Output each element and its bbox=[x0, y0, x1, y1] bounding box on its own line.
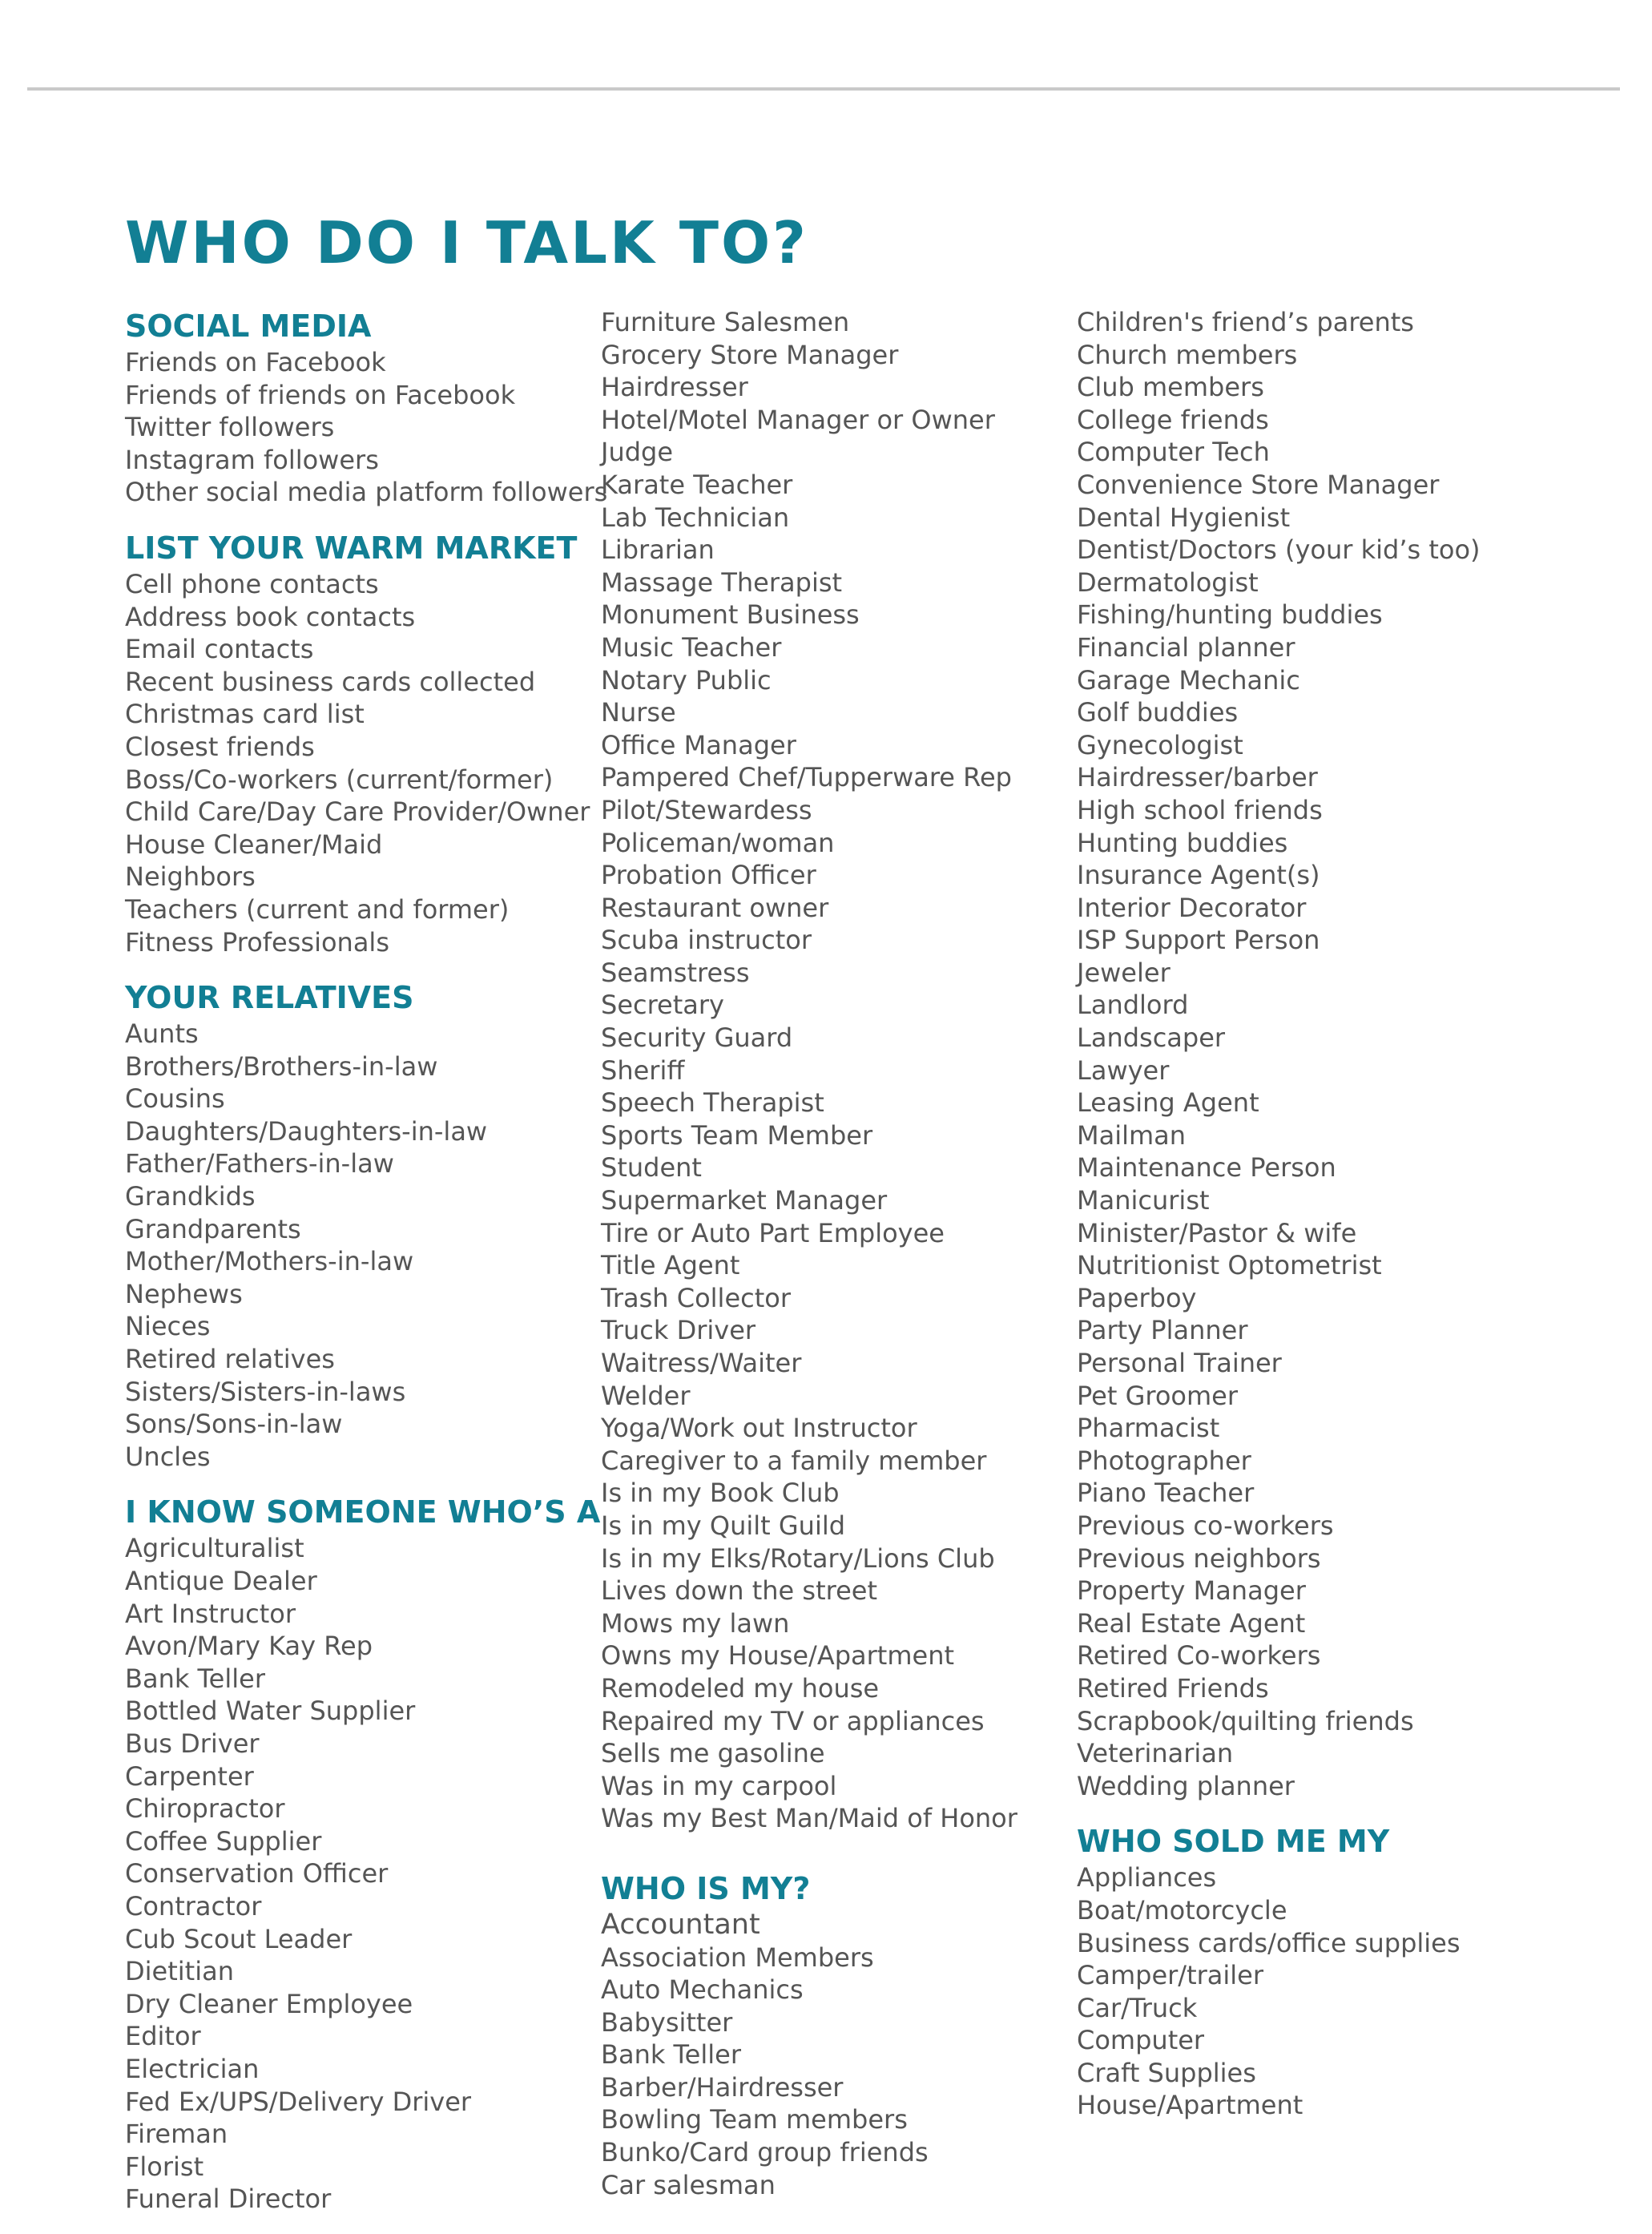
list-item: Neighbors bbox=[125, 861, 256, 893]
list-item: Bottled Water Supplier bbox=[125, 1696, 416, 1727]
item-list bbox=[125, 1018, 598, 1473]
item-list bbox=[125, 346, 608, 509]
list-item: Carpenter bbox=[125, 1760, 254, 1792]
list-item: Address book contacts bbox=[125, 601, 416, 632]
list-item: Coffee Supplier bbox=[125, 1825, 322, 1857]
list-item: Insurance Agent(s) bbox=[1077, 860, 1320, 891]
list-item: Furniture Salesmen bbox=[601, 307, 850, 337]
list-item: House Cleaner/Maid bbox=[125, 829, 383, 860]
list-item: High school friends bbox=[1077, 794, 1323, 825]
list-item: Brothers/Brothers-in-law bbox=[125, 1050, 438, 1082]
list-item: Christmas card list bbox=[125, 699, 365, 730]
list-item: Gynecologist bbox=[1077, 729, 1243, 760]
list-item: Recent business cards collected bbox=[125, 666, 536, 697]
list-item: Maintenance Person bbox=[1077, 1152, 1336, 1184]
section-heading: SOCIAL MEDIA bbox=[125, 308, 372, 344]
section-heading: LIST YOUR WARM MARKET bbox=[125, 530, 578, 566]
list-item: Computer Tech bbox=[1077, 437, 1270, 468]
list-item: Is in my Quilt Guild bbox=[601, 1510, 846, 1541]
list-item: Camper/trailer bbox=[1077, 1960, 1263, 1991]
list-item: Mother/Mothers-in-law bbox=[125, 1246, 414, 1277]
list-item: Previous neighbors bbox=[1077, 1542, 1321, 1574]
list-item: Uncles bbox=[125, 1441, 211, 1472]
list-item: Previous co-workers bbox=[1077, 1510, 1334, 1541]
list-item: Was in my carpool bbox=[601, 1770, 837, 1801]
list-item: Other social media platform followers bbox=[125, 477, 608, 508]
list-item: Boss/Co-workers (current/former) bbox=[125, 764, 554, 795]
column-2 bbox=[601, 306, 1074, 2201]
list-item: Minister/Pastor & wife bbox=[1077, 1217, 1357, 1248]
section-your-relatives bbox=[125, 978, 598, 1473]
list-item: Hairdresser/barber bbox=[1077, 762, 1318, 793]
section-social-media bbox=[125, 306, 608, 509]
section-heading: WHO IS MY? bbox=[601, 1870, 811, 1906]
list-item: Teachers (current and former) bbox=[125, 893, 510, 925]
list-item: Antique Dealer bbox=[125, 1566, 317, 1596]
list-item: Caregiver to a family member bbox=[601, 1445, 987, 1476]
item-list bbox=[601, 306, 1074, 1835]
list-item: Dermatologist bbox=[1077, 567, 1259, 598]
list-item: Fishing/hunting buddies bbox=[1077, 599, 1383, 631]
list-item: Agriculturalist bbox=[125, 1533, 304, 1564]
list-item: Is in my Book Club bbox=[601, 1478, 840, 1509]
list-item: Was my Best Man/Maid of Honor bbox=[601, 1803, 1017, 1834]
list-item: Repaired my TV or appliances bbox=[601, 1705, 985, 1736]
list-item: Business cards/office supplies bbox=[1077, 1927, 1461, 1958]
list-item: Friends on Facebook bbox=[125, 347, 386, 377]
item-list bbox=[1077, 306, 1606, 1802]
list-item: Fitness Professionals bbox=[125, 926, 389, 958]
list-item: Pharmacist bbox=[1077, 1413, 1220, 1444]
list-item: Retired relatives bbox=[125, 1344, 335, 1375]
list-item: Party Planner bbox=[1077, 1315, 1248, 1346]
list-item: Hotel/Motel Manager or Owner bbox=[601, 404, 995, 435]
list-item: Secretary bbox=[601, 990, 724, 1021]
list-item: Chiropractor bbox=[125, 1793, 285, 1825]
list-item: Manicurist bbox=[1077, 1185, 1210, 1216]
list-item: Lives down the street bbox=[601, 1575, 877, 1607]
list-item: Security Guard bbox=[601, 1022, 793, 1054]
list-item: Dietitian bbox=[125, 1956, 234, 1987]
list-item: Financial planner bbox=[1077, 631, 1295, 663]
list-item: Bank Teller bbox=[125, 1663, 265, 1694]
list-item: Email contacts bbox=[125, 634, 314, 665]
section-heading: I KNOW SOMEONE WHO’S A bbox=[125, 1494, 601, 1530]
list-item: Appliances bbox=[1077, 1862, 1217, 1893]
section-who-is-my bbox=[601, 1869, 1074, 2201]
list-item: Sons/Sons-in-law bbox=[125, 1409, 343, 1440]
list-item: Car salesman bbox=[601, 2169, 776, 2200]
list-item: Cousins bbox=[125, 1083, 225, 1115]
page-title: WHO DO I TALK TO? bbox=[125, 209, 808, 276]
list-item: Retired Friends bbox=[1077, 1672, 1269, 1704]
list-item: Wedding planner bbox=[1077, 1770, 1295, 1801]
list-item: Welder bbox=[601, 1380, 691, 1411]
item-list bbox=[601, 1909, 1074, 2201]
list-item: Babysitter bbox=[601, 2006, 733, 2038]
list-item: Nephews bbox=[125, 1278, 243, 1309]
list-item: Bank Teller bbox=[601, 2039, 741, 2071]
list-item: Sports Team Member bbox=[601, 1119, 873, 1151]
list-item: Children's friend’s parents bbox=[1077, 307, 1414, 337]
list-item: Sisters/Sisters-in-laws bbox=[125, 1376, 406, 1407]
column-1 bbox=[125, 306, 608, 2216]
item-list bbox=[125, 1532, 598, 2215]
list-item: House/Apartment bbox=[1077, 2090, 1303, 2121]
list-item: Music Teacher bbox=[601, 631, 782, 663]
list-item: Probation Officer bbox=[601, 860, 816, 891]
item-list bbox=[1077, 1861, 1606, 2122]
list-item: Trash Collector bbox=[601, 1282, 791, 1313]
list-item: Bowling Team members bbox=[601, 2104, 908, 2135]
list-item: Association Members bbox=[601, 1942, 874, 1973]
list-item: Piano Teacher bbox=[1077, 1478, 1255, 1509]
list-item: Nieces bbox=[125, 1311, 211, 1342]
list-item: Convenience Store Manager bbox=[1077, 469, 1440, 500]
list-item: Judge bbox=[601, 437, 674, 468]
list-item: Father/Fathers-in-law bbox=[125, 1148, 394, 1180]
list-item: Scrapbook/quilting friends bbox=[1077, 1705, 1414, 1736]
list-item: Nurse bbox=[601, 697, 676, 728]
list-item: Is in my Elks/Rotary/Lions Club bbox=[601, 1542, 995, 1574]
list-item: Bunko/Card group friends bbox=[601, 2137, 929, 2168]
section-i-know-someone-who-s-a bbox=[125, 1492, 601, 2215]
list-item: Daughters/Daughters-in-law bbox=[125, 1115, 488, 1147]
list-item: Electrician bbox=[125, 2053, 260, 2084]
list-item: Child Care/Day Care Provider/Owner bbox=[125, 796, 590, 828]
list-item: Contractor bbox=[125, 1890, 262, 1921]
column-3 bbox=[1077, 306, 1606, 2122]
list-item: Art Instructor bbox=[125, 1598, 296, 1629]
list-item: College friends bbox=[1077, 404, 1269, 435]
list-item: Hairdresser bbox=[601, 372, 748, 403]
list-item: Avon/Mary Kay Rep bbox=[125, 1631, 373, 1662]
list-item: Policeman/woman bbox=[601, 827, 835, 858]
list-item: Computer bbox=[1077, 2025, 1205, 2056]
list-item: Truck Driver bbox=[601, 1315, 756, 1346]
list-item: Restaurant owner bbox=[601, 892, 829, 923]
list-item: Tire or Auto Part Employee bbox=[601, 1217, 945, 1248]
list-item: Sheriff bbox=[601, 1054, 685, 1086]
list-item: Twitter followers bbox=[125, 412, 335, 443]
list-item: Scuba instructor bbox=[601, 925, 812, 956]
list-item: Librarian bbox=[601, 534, 715, 566]
list-item: Leasing Agent bbox=[1077, 1087, 1259, 1119]
list-item: Veterinarian bbox=[1077, 1738, 1234, 1769]
list-item: Speech Therapist bbox=[601, 1087, 824, 1119]
list-item: Hunting buddies bbox=[1077, 827, 1288, 858]
top-divider bbox=[27, 87, 1620, 91]
list-item: Yoga/Work out Instructor bbox=[601, 1413, 917, 1444]
section-continued bbox=[601, 306, 1074, 1835]
list-item: Dental Hygienist bbox=[1077, 502, 1291, 533]
section-heading: YOUR RELATIVES bbox=[125, 980, 414, 1016]
list-item: Florist bbox=[125, 2151, 204, 2182]
list-item: Fed Ex/UPS/Delivery Driver bbox=[125, 2086, 472, 2117]
list-item: Bus Driver bbox=[125, 1728, 260, 1759]
list-item: Interior Decorator bbox=[1077, 892, 1307, 923]
list-item: Garage Mechanic bbox=[1077, 664, 1300, 696]
list-item: Church members bbox=[1077, 339, 1298, 370]
list-item: Instagram followers bbox=[125, 444, 379, 475]
list-item: Title Agent bbox=[601, 1250, 740, 1281]
list-item: Massage Therapist bbox=[601, 567, 843, 598]
list-item: Waitress/Waiter bbox=[601, 1348, 802, 1378]
list-item: Pampered Chef/Tupperware Rep bbox=[601, 762, 1012, 793]
list-item: Photographer bbox=[1077, 1445, 1251, 1476]
list-item: Student bbox=[601, 1152, 702, 1184]
list-item: Landscaper bbox=[1077, 1022, 1226, 1054]
list-item: Club members bbox=[1077, 372, 1264, 403]
list-item: Accountant bbox=[601, 1908, 760, 1941]
list-item: Mailman bbox=[1077, 1119, 1187, 1151]
list-item: Remodeled my house bbox=[601, 1672, 880, 1704]
item-list bbox=[125, 568, 598, 958]
list-item: Monument Business bbox=[601, 599, 860, 631]
list-item: Sells me gasoline bbox=[601, 1738, 825, 1769]
section-continued bbox=[1077, 306, 1606, 1802]
list-item: Closest friends bbox=[125, 731, 315, 762]
list-item: Landlord bbox=[1077, 990, 1189, 1021]
list-item: Jeweler bbox=[1077, 957, 1171, 988]
list-item: Car/Truck bbox=[1077, 1992, 1198, 2023]
list-item: Grandparents bbox=[125, 1213, 301, 1244]
section-who-sold-me-my bbox=[1077, 1821, 1606, 2122]
list-item: Editor bbox=[125, 2021, 201, 2052]
list-item: Pilot/Stewardess bbox=[601, 794, 812, 825]
list-item: Dry Cleaner Employee bbox=[125, 1988, 413, 2019]
list-item: Seamstress bbox=[601, 957, 750, 988]
list-item: Dentist/Doctors (your kid’s too) bbox=[1077, 534, 1481, 566]
list-item: Pet Groomer bbox=[1077, 1380, 1238, 1411]
list-item: Friends of friends on Facebook bbox=[125, 379, 516, 410]
list-item: Barber/Hairdresser bbox=[601, 2071, 844, 2103]
list-item: Retired Co-workers bbox=[1077, 1640, 1321, 1671]
list-item: Mows my lawn bbox=[601, 1607, 790, 1639]
list-item: Owns my House/Apartment bbox=[601, 1640, 955, 1671]
list-item: Nutritionist Optometrist bbox=[1077, 1250, 1382, 1281]
list-item: Boat/motorcycle bbox=[1077, 1894, 1287, 1926]
list-item: Karate Teacher bbox=[601, 469, 793, 500]
list-item: ISP Support Person bbox=[1077, 925, 1320, 956]
list-item: Cell phone contacts bbox=[125, 568, 379, 599]
list-item: Cub Scout Leader bbox=[125, 1923, 353, 1954]
list-item: Craft Supplies bbox=[1077, 2057, 1256, 2088]
list-item: Office Manager bbox=[601, 729, 796, 760]
list-item: Grandkids bbox=[125, 1181, 256, 1212]
section-list-your-warm-market bbox=[125, 528, 598, 958]
list-item: Conservation Officer bbox=[125, 1858, 389, 1889]
list-item: Fireman bbox=[125, 2119, 228, 2150]
list-item: Paperboy bbox=[1077, 1282, 1197, 1313]
list-item: Real Estate Agent bbox=[1077, 1607, 1306, 1639]
list-item: Auto Mechanics bbox=[601, 1974, 804, 2006]
list-item: Grocery Store Manager bbox=[601, 339, 899, 370]
list-item: Lawyer bbox=[1077, 1054, 1170, 1086]
list-item: Property Manager bbox=[1077, 1575, 1306, 1607]
list-item: Notary Public bbox=[601, 664, 772, 696]
list-item: Lab Technician bbox=[601, 502, 790, 533]
section-heading: WHO SOLD ME MY bbox=[1077, 1824, 1390, 1860]
list-item: Aunts bbox=[125, 1018, 199, 1050]
list-item: Supermarket Manager bbox=[601, 1185, 888, 1216]
list-item: Golf buddies bbox=[1077, 697, 1239, 728]
list-item: Personal Trainer bbox=[1077, 1348, 1282, 1378]
list-item: Funeral Director bbox=[125, 2184, 332, 2215]
